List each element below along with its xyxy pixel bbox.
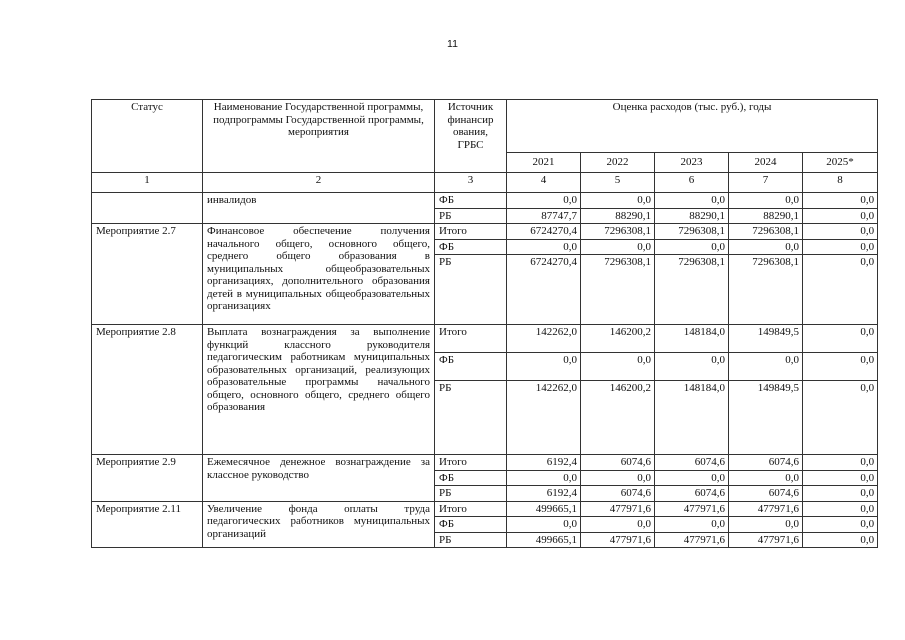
value-cell: 0,0 [803, 501, 878, 517]
header-source: Источник финансир ования, ГРБС [435, 100, 507, 173]
value-cell: 0,0 [581, 193, 655, 209]
value-cell: 0,0 [655, 517, 729, 533]
measure-name-cell: Ежемесячное денежное вознаграждение за классное руководство [203, 455, 435, 502]
value-cell: 88290,1 [729, 208, 803, 224]
value-cell: 0,0 [655, 193, 729, 209]
column-index: 3 [435, 173, 507, 193]
column-index: 8 [803, 173, 878, 193]
value-cell: 6074,6 [581, 486, 655, 502]
header-estimate: Оценка расходов (тыс. руб.), годы [507, 100, 878, 153]
status-cell [92, 193, 203, 224]
page-number: 11 [447, 38, 458, 50]
status-cell: Мероприятие 2.9 [92, 455, 203, 502]
value-cell: 6074,6 [655, 455, 729, 471]
value-cell: 0,0 [655, 470, 729, 486]
column-index: 4 [507, 173, 581, 193]
source-cell: ФБ [435, 239, 507, 255]
value-cell: 0,0 [803, 353, 878, 381]
source-cell: Итого [435, 224, 507, 240]
value-cell: 0,0 [507, 239, 581, 255]
value-cell: 0,0 [803, 532, 878, 548]
column-index: 1 [92, 173, 203, 193]
column-index-row [92, 173, 878, 193]
value-cell: 0,0 [655, 353, 729, 381]
value-cell: 0,0 [655, 239, 729, 255]
value-cell: 87747,7 [507, 208, 581, 224]
value-cell: 0,0 [729, 353, 803, 381]
column-index: 7 [729, 173, 803, 193]
value-cell: 148184,0 [655, 325, 729, 353]
header-year: 2023 [655, 153, 729, 173]
value-cell: 7296308,1 [655, 224, 729, 240]
value-cell: 146200,2 [581, 381, 655, 455]
measure-name-cell: Увеличение фонда оплаты труда педагогических работников муниципальных организаций [203, 501, 435, 548]
value-cell: 6074,6 [581, 455, 655, 471]
value-cell: 6074,6 [655, 486, 729, 502]
value-cell: 6074,6 [729, 486, 803, 502]
measure-name-cell: Финансовое обеспечение получения начального общего, основного общего, среднего общего образования в муниципальных общеобразовательных организациях, дополнительного образования детей в муниципальных общеобразовательных организациях [203, 224, 435, 325]
value-cell: 88290,1 [655, 208, 729, 224]
value-cell: 7296308,1 [581, 255, 655, 325]
value-cell: 6192,4 [507, 455, 581, 471]
table-row [92, 193, 878, 209]
value-cell: 0,0 [507, 470, 581, 486]
source-cell: РБ [435, 532, 507, 548]
value-cell: 0,0 [803, 325, 878, 353]
value-cell: 6724270,4 [507, 255, 581, 325]
header-status: Статус [92, 100, 203, 173]
source-cell: ФБ [435, 470, 507, 486]
value-cell: 142262,0 [507, 325, 581, 353]
value-cell: 148184,0 [655, 381, 729, 455]
value-cell: 0,0 [803, 255, 878, 325]
status-cell: Мероприятие 2.8 [92, 325, 203, 455]
measure-name-cell: инвалидов [203, 193, 435, 224]
value-cell: 7296308,1 [729, 255, 803, 325]
value-cell: 0,0 [729, 193, 803, 209]
value-cell: 0,0 [803, 381, 878, 455]
budget-table [91, 99, 878, 548]
value-cell: 477971,6 [729, 501, 803, 517]
value-cell: 0,0 [729, 517, 803, 533]
header-year: 2021 [507, 153, 581, 173]
value-cell: 499665,1 [507, 501, 581, 517]
table-row [92, 325, 878, 353]
source-cell: Итого [435, 455, 507, 471]
value-cell: 477971,6 [655, 501, 729, 517]
value-cell: 0,0 [803, 208, 878, 224]
value-cell: 477971,6 [729, 532, 803, 548]
status-cell: Мероприятие 2.11 [92, 501, 203, 548]
value-cell: 88290,1 [581, 208, 655, 224]
value-cell: 477971,6 [655, 532, 729, 548]
value-cell: 0,0 [581, 517, 655, 533]
value-cell: 142262,0 [507, 381, 581, 455]
value-cell: 0,0 [507, 517, 581, 533]
value-cell: 7296308,1 [581, 224, 655, 240]
value-cell: 0,0 [803, 239, 878, 255]
header-name: Наименование Государственной программы, подпрограммы Государственной программы, мероприятия [203, 100, 435, 173]
value-cell: 0,0 [507, 353, 581, 381]
source-cell: Итого [435, 325, 507, 353]
value-cell: 7296308,1 [655, 255, 729, 325]
value-cell: 0,0 [803, 224, 878, 240]
header-year: 2025* [803, 153, 878, 173]
value-cell: 477971,6 [581, 532, 655, 548]
value-cell: 0,0 [581, 239, 655, 255]
source-cell: РБ [435, 486, 507, 502]
source-cell: Итого [435, 501, 507, 517]
source-cell: ФБ [435, 517, 507, 533]
value-cell: 7296308,1 [729, 224, 803, 240]
value-cell: 0,0 [803, 486, 878, 502]
value-cell: 149849,5 [729, 325, 803, 353]
value-cell: 499665,1 [507, 532, 581, 548]
value-cell: 0,0 [507, 193, 581, 209]
table-row [92, 501, 878, 517]
status-cell: Мероприятие 2.7 [92, 224, 203, 325]
value-cell: 149849,5 [729, 381, 803, 455]
value-cell: 0,0 [729, 239, 803, 255]
value-cell: 0,0 [729, 470, 803, 486]
value-cell: 0,0 [581, 470, 655, 486]
column-index: 2 [203, 173, 435, 193]
measure-name-cell: Выплата вознаграждения за выполнение функций классного руководителя педагогическим работникам муниципальных образовательных организаций, реализующих образовательные программы начального общего, основного общего, среднего общего образования [203, 325, 435, 455]
source-cell: РБ [435, 208, 507, 224]
column-index: 5 [581, 173, 655, 193]
value-cell: 0,0 [581, 353, 655, 381]
column-index: 6 [655, 173, 729, 193]
source-cell: РБ [435, 255, 507, 325]
value-cell: 0,0 [803, 193, 878, 209]
source-cell: ФБ [435, 353, 507, 381]
value-cell: 0,0 [803, 517, 878, 533]
source-cell: РБ [435, 381, 507, 455]
value-cell: 0,0 [803, 470, 878, 486]
value-cell: 6724270,4 [507, 224, 581, 240]
table-row [92, 455, 878, 471]
value-cell: 0,0 [803, 455, 878, 471]
value-cell: 477971,6 [581, 501, 655, 517]
header-year: 2024 [729, 153, 803, 173]
table-row [92, 224, 878, 240]
header-year: 2022 [581, 153, 655, 173]
value-cell: 6074,6 [729, 455, 803, 471]
source-cell: ФБ [435, 193, 507, 209]
value-cell: 146200,2 [581, 325, 655, 353]
value-cell: 6192,4 [507, 486, 581, 502]
